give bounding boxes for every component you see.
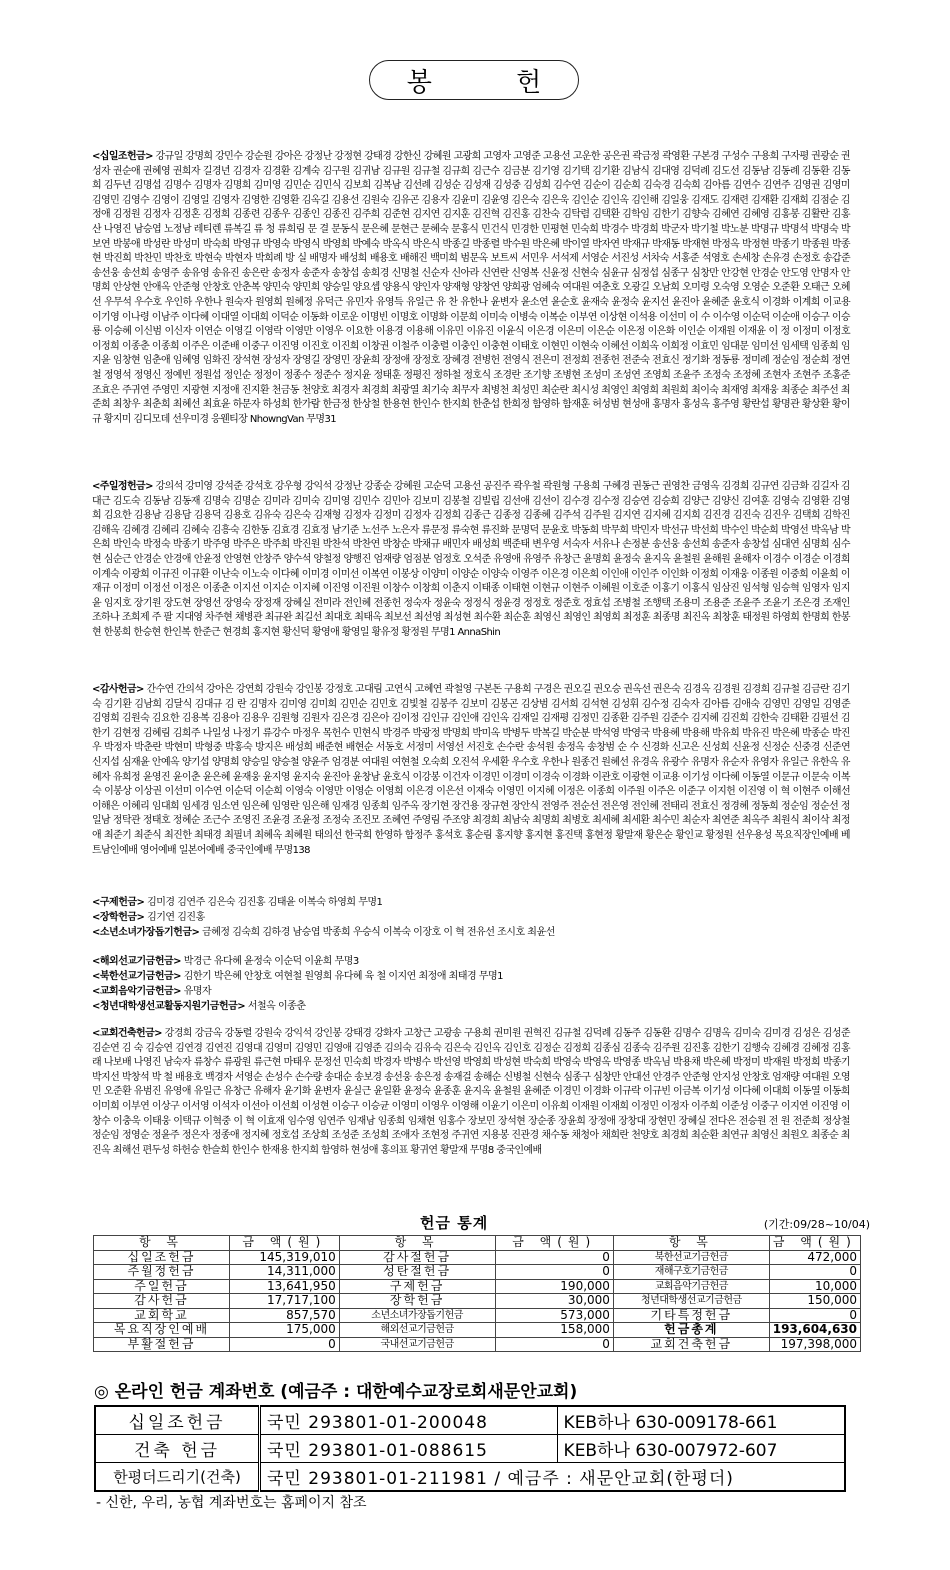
stats-amount: 13,641,950 (229, 1279, 339, 1294)
stats-amount: 158,000 (495, 1323, 613, 1338)
stats-item: 구제헌금 (339, 1279, 495, 1294)
accounts-title: ◎ 온라인 헌금 계좌번호 (예금주 : 대한예수교장로회새문안교회) (94, 1382, 578, 1402)
offering-section-label: <교회건축헌금> (92, 1028, 162, 1039)
stats-item: 교회건축헌금 (613, 1337, 769, 1352)
offering-section (92, 683, 850, 858)
stats-row (94, 1337, 861, 1352)
offering-section-label: <교회음악기금헌금> (92, 986, 182, 997)
page-title-box (369, 60, 579, 100)
offering-section-names: 서철옥 이종춘 (247, 1001, 306, 1012)
stats-item: 교회학교 (94, 1308, 230, 1323)
account-number: KEB하나 630-009178-661 (557, 1406, 845, 1435)
offering-section (92, 985, 850, 999)
stats-item: 주월정헌금 (94, 1265, 230, 1280)
offering-section-label: <소년소녀가장돕기헌금> (92, 927, 200, 938)
offering-section-label: <구제헌금> (92, 897, 145, 908)
stats-item: 부활절헌금 (94, 1337, 230, 1352)
stats-item: 주일헌금 (94, 1279, 230, 1294)
stats-amount: 10,000 (769, 1279, 860, 1294)
stats-amount: 0 (495, 1250, 613, 1265)
stats-amount: 0 (495, 1265, 613, 1280)
stats-amount: 0 (229, 1337, 339, 1352)
stats-header: 항 목 (339, 1236, 495, 1251)
stats-amount: 472,000 (769, 1250, 860, 1265)
stats-period: (기간:09/28~10/04) (763, 1218, 870, 1231)
stats-header: 항 목 (613, 1236, 769, 1251)
offering-section (92, 911, 850, 925)
offering-section-label: <청년대학생선교활동지원기금헌금> (92, 1001, 246, 1012)
stats-amount: 150,000 (769, 1294, 860, 1309)
stats-amount: 0 (769, 1308, 860, 1323)
stats-row (94, 1294, 861, 1309)
stats-item: 감사헌금 (94, 1294, 230, 1309)
stats-item: 성탄절헌금 (339, 1265, 495, 1280)
offering-section-names: 강의석 강미영 강석준 강석호 강우형 강익석 강정난 강종순 강혜원 고순덕 고용선 공진주 곽우철 곽원형 구용희 구혜경 권동근 권영찬 금영옥 김경희 김규연 김금화 김길자 김대근 김도숙 김동남 김동재 김명숙 김명순 김미라 김미숙 김미영 김민수 김민아 김보미 김봉철 김빌립 김선애 김선이 김수경 김수정 김승연 김승희 김양근 김양신 김여훈 김영숙 김영환 김영희 김요한 김용남 김용담 김용덕 김용호 김유숙 김은숙 김재형 김정자 김정미 김정자 김정희 김종근 김종정 김종혜 김주석 김주원 김지연 김지혜 김지희 김진경 김진숙 김진우 김택희 김학진 김해옥 김혜경 김혜리 김혜숙 김흥숙 김한동 김효경 김효정 남기준 노선주 노은자 류문정 류숙현 류진화 문명덕 문윤호 박동희 박무희 박민자 박선규 박선희 박수인 박순희 박영선 박옥남 박은희 박인숙 박정숙 박종기 박주영 박주은 박주희 박진원 박찬석 박찬연 박창순 박채규 배민자 배성희 백준태 변우영 서숙자 서유나 손정분 송선웅 송선희 송준자 송창섭 심대연 심명희 심수현 심순근 안경순 안경애 안윤정 안영현 안창주 양수석 양철정 양행진 엄재량 엄점분 엄정호 오석준 유영애 유영주 유창근 윤명희 윤정숙 윤지옥 윤철원 윤해원 윤해자 이경수 이경순 이경희 이계숙 이광희 이규진 이규환 이난숙 이노숙 이다혜 이미경 이미선 이복연 이봉상 이양미 이양순 이양숙 이영주 이은경 이은희 이인애 이인주 이인화 이정희 이재웅 이종원 이중희 이윤희 이재규 이정미 이정선 이정은 이종춘 이지선 이지순 이지혜 이진영 이진원 이창수 이창희 이춘지 이태종 이태현 이현규 이현주 이혜원 이호준 이홍기 이홍식 임삼진 임석형 임승혁 임영자 임지윤 임지호 장기원 장도현 장영선 장영숙 장정재 장혜실 전미라 전인혜 전종헌 정숙자 정윤숙 정정식 정윤경 정정호 정준호 정효섭 조병철 조행택 조용미 조용준 조윤주 조윤기 조은경 조재인 조하나 조희제 주 팔 지대영 차주현 채병관 최규완 최길선 최대호 최태옥 최보선 최선영 최성현 최수환 최순훈 최영신 최영인 최영희 최정훈 최종명 최진옥 최창훈 태정원 하영희 한명희 한봉현 한봉희 한승현 한인복 한준근 현경희 홍지현 황신덕 황영애 황영일 황유정 황정원 무명1 AnnaShin (92, 481, 850, 638)
stats-item: 십일조헌금 (94, 1250, 230, 1265)
stats-row (94, 1308, 861, 1323)
stats-item: 헌금총계 (613, 1323, 769, 1338)
stats-amount: 197,398,000 (769, 1337, 860, 1352)
stats-row (94, 1250, 861, 1265)
stats-amount: 175,000 (229, 1323, 339, 1338)
stats-item: 목요직장인예배 (94, 1323, 230, 1338)
stats-table (93, 1235, 861, 1352)
offering-section-names: 강경희 강금옥 강동렬 강원숙 강익석 강인봉 강태경 강화자 고창근 고광송 구용희 권미원 권혁진 김규철 김덕례 김동주 김동환 김명수 김명옥 김미숙 김미경 김성은 김성준 김순연 김 숙 김승연 김연경 김연진 김영대 김영미 김영민 김영애 김영준 김의숙 김유숙 김은숙 김인옥 김인호 김정순 김정희 김종심 김종숙 김주원 김진홍 김한기 김행숙 김혜경 김혜정 김홍래 나보배 나영진 남숙자 류창수 류광원 류근현 마태우 문정선 민숙희 박경자 박병수 박선영 박영희 박성현 박숙희 박영숙 박영옥 박영종 박옥님 박용채 박은혜 박정미 박재원 박정희 박종기 박지선 박창석 박 철 배용호 백경자 서영순 손성수 손수량 송대순 송보경 송선웅 송은정 송재걸 송해순 신병철 신현숙 심종구 심창만 안대선 안경주 안준형 안지성 안창호 엄재량 여대원 오영민 오준환 유범진 유영애 유일근 유창근 유해자 윤기화 윤변자 윤실근 윤일환 윤정숙 윤종훈 윤지옥 윤철원 윤혜준 이경민 이경화 이규락 이규빈 이금복 이기성 이다혜 이대희 이동열 이동희 이미희 이부연 이상구 이서영 이석자 이선아 이선희 이성현 이승구 이승균 이영미 이영우 이영해 이윤기 이은미 이유희 이재원 이재희 이정민 이정자 이주희 이준성 이중구 이지연 이진영 이창수 이충욱 이태웅 이택규 이혁중 이 혁 이효재 임수영 임연주 임재남 임종희 임채현 임홍수 장보민 장석현 장순종 장윤희 장정애 장창대 장현민 장혜실 전다은 전승원 전 원 전준희 정상철 정순임 정영순 정윤주 정은자 정종애 정지혜 정호섭 조상희 조성준 조성희 조애자 조현정 주귀연 지용봉 진관경 채수동 채청아 채희란 천양호 최경희 최순환 최연규 최영신 최원오 최종순 최진옥 최해선 편두성 하헌승 한슬희 한인수 한재용 한지희 함영하 현성애 홍의표 황귀연 황말재 무명8 중국인예배 (92, 1028, 850, 1156)
stats-item: 청년대학생선교기금헌금 (613, 1294, 769, 1309)
stats-item: 소년소녀가장돕기헌금 (339, 1308, 495, 1323)
accounts-note: - 신한, 우리, 농협 계좌번호는 홈페이지 참조 (96, 1495, 367, 1511)
stats-amount: 145,319,010 (229, 1250, 339, 1265)
stats-item: 국내선교기금헌금 (339, 1337, 495, 1352)
stats-amount: 0 (495, 1337, 613, 1352)
offering-section-names: 금혜정 김숙희 김하경 남승엽 박종희 우승식 이복숙 이장호 이 혁 전유선 조시호 최윤선 (202, 927, 555, 938)
account-number: 국민 293801-01-211981 / 예금주 : 새문안교회(한평더) (260, 1463, 846, 1492)
stats-amount: 193,604,630 (769, 1323, 860, 1338)
offering-section (92, 1000, 850, 1014)
stats-item: 해외선교기금헌금 (339, 1323, 495, 1338)
offering-section (92, 480, 850, 641)
stats-item: 북한선교기금헌금 (613, 1250, 769, 1265)
offering-section-names: 간수연 간의석 강아은 강연희 강원숙 강인봉 강정호 고대림 고연식 고혜연 곽철영 구본돈 구용희 구경은 권오길 권오승 권옥선 권은숙 김경옥 김경원 김경희 김규철 김금란 김기숙 김기환 김남희 김달식 김대규 김 란 김명자 김미영 김미희 김민순 김민호 김빛철 김봉주 김보미 김봉곤 김상범 김서희 김석현 김성휘 김수정 김숙자 김아름 김애숙 김영민 김영일 김영준 김영희 김원숙 김요한 김용복 김용아 김용우 김원형 김원자 김은경 김은아 김이정 김인규 김인애 김인옥 김재일 김재평 김정민 김종환 김주원 김준수 김지혜 김진희 김한숙 김태환 김필선 김한기 김현정 김혜림 김희주 나일성 나정기 류강수 마정우 목헌수 민현식 박경주 박광정 박명희 박미옥 박병두 박복길 박순분 박석영 박영국 박용혜 박용해 박유희 박유진 박은혜 박종순 박진우 박정자 박춘란 박현미 박형중 박홍숙 방지은 배성희 배준현 배현순 서동호 서정미 서영선 서진호 손수란 송석원 송정옥 송창범 순 수 신경화 신고은 신성희 신윤정 신정순 신중경 신준연 신지섭 심재윤 안예옥 양기섭 양명희 양승일 양승철 양윤주 엄경분 여대원 여현철 오숙희 오진석 우세환 우수호 우한나 원종건 원혜선 유경옥 유광수 유명자 유순자 유영자 유일근 유한옥 유혜자 유희정 윤영진 윤이춘 윤은혜 윤재웅 윤지영 윤지숙 윤진아 윤창남 윤호식 이강봉 이건자 이경민 이경미 이경숙 이경화 이관호 이광현 이교용 이기성 이다혜 이동열 이문규 이문숙 이복숙 이봉상 이상권 이선미 이수연 이순덕 이순희 이영숙 이영만 이영순 이영희 이은경 이은선 이재숙 이영민 이지혜 이정은 이종희 이주원 이주은 이준구 이지헌 이진영 이 혁 이현주 이해선 이해은 이혜리 임대희 임세경 임소연 임은혜 임영란 임은해 임재경 임종희 임주옥 장기현 장건용 장규현 장안식 전영주 전순선 전은영 전인혜 전태리 전효신 정경혜 정동희 정순임 정순선 정일남 정탁관 정태호 정혜순 조근수 조영진 조윤경 조윤정 조정숙 조진모 조혜연 주영림 주조양 최경희 최남숙 최명희 최병호 최세혜 최세환 최수민 최순자 최연준 최옥주 최원식 최이삭 최정애 최준기 최준식 최진한 최태경 최필녀 최혜옥 최혜원 태의선 한국희 한영하 함정주 홍석호 홍순림 홍지향 홍지현 홍진택 홍현정 황말재 황은순 황인교 황정원 선우용성 목요직장인예배 베트남인예배 영어예배 일본어예배 중국인예배 무명138 (92, 684, 850, 856)
offering-section-names: 강규일 강명희 강민수 강순원 강아은 강정난 강정현 강태경 강한신 강혜원 고광희 고영자 고영준 고용선 고운한 공은권 곽금정 곽영환 구본경 구성수 구용희 구자평 권광순 권성자 권순애 권혜영 권희자 길경년 김경자 김경환 김계숙 김구원 김귀남 김규원 김규철 김규희 김근수 김금분 김기영 김기택 김기환 김남식 김대영 김덕례 김도선 김동남 김동례 김동환 김동희 김두년 김명섭 김명수 김명자 김명희 김미영 김민순 김민식 김보희 김복남 김선례 김성순 김성재 김성중 김성희 김수연 김순이 김순희 김숙경 김숙희 김아름 김연수 김연주 김영권 김영미 김영민 김영수 김영이 김영일 김영자 김영한 김영환 김옥길 김용선 김원숙 김유곤 김용자 김윤미 김윤영 김은숙 김은욱 김인순 김인옥 김인해 김일웅 김재도 김재련 김재환 김재희 김점순 김정애 김정원 김정자 김정혼 김정희 김종련 김종우 김종인 김종진 김주희 김준현 김지연 김지훈 김진혁 김진홍 김찬숙 김탁렴 김택환 김학임 김한기 김향숙 김혜연 김혜영 김홍봉 김활란 김홍산 나영진 남승엽 노정남 레티렌 류복길 류 청 류희림 문 결 문동식 문은혜 문현근 문혜숙 문홍식 민건식 민경한 민평현 민숙희 박경수 박경희 박군자 박기철 박노분 박명규 박명석 박명숙 박보연 박봉애 박성란 박성미 박숙희 박영규 박영숙 박영식 박영희 박예숙 박옥식 박은식 박종길 박종렬 박수원 박은혜 박이열 박자연 박재규 박재동 박재현 박정옥 박정현 박종기 박종원 박종현 박진희 박찬민 박찬호 박현숙 박현자 박희례 방 실 배명자 배성희 배용호 배해진 백미희 범문옥 보트씨 서민우 서석제 서영순 서진성 서차숙 서홍준 석영호 손세창 손유경 손정호 송갑준 송선웅 송선희 송영주 송유영 송유진 송은란 송정자 송준자 송창섭 송희경 신명철 신순자 신아라 신연란 신영복 신윤정 신현숙 심윤규 심정섭 심종구 심창만 안강현 안경순 안도영 안명자 안명희 안상현 안애옥 안준형 안창호 안춘복 양민숙 양민희 양승일 양요셉 양용식 양인자 양재형 양창연 양희광 엄혜숙 여대원 여춘호 오광길 오남희 오미령 오숙영 오영순 오준환 오태근 오혜선 우무석 우수호 우인하 우한나 원숙자 원영희 원혜정 유덕근 유민자 유영득 유일근 유 찬 유한나 윤변자 윤소연 윤순호 윤재숙 윤정숙 윤지선 윤진아 윤혜준 윤호식 이경화 이계희 이교용 이기영 이나령 이남주 이다혜 이대열 이대희 이덕순 이동화 이로운 이명빈 이명호 이명화 이문희 이미숙 이병숙 이복순 이부연 이상현 이석용 이선미 이 수 이수영 이순덕 이순애 이승구 이승룡 이승혜 이신범 이신자 이연순 이영길 이영락 이영만 이영우 이요한 이용경 이용해 이유민 이유진 이윤식 이은경 이은미 이은순 이은정 이은화 이인순 이재원 이재윤 이 정 이정미 이정호 이정희 이종춘 이종희 이주은 이준배 이중구 이진영 이진호 이진희 이창권 이철주 이충렬 이충인 이충현 이태호 이현민 이현숙 이혜선 이희옥 이희정 이효민 임대문 임미선 임세택 임종희 임지윤 임창현 임춘애 임혜영 임화진 장석현 장성자 장영길 장영민 장윤희 장정애 장정호 장혜경 전병헌 전영식 전은미 전정희 전종헌 전준숙 전효신 정기화 정동룡 정미례 정순임 정순희 정연철 정영석 정영신 정예빈 정원섭 정인순 정정이 정종수 정준수 정지윤 정태훈 정평진 정하철 정호식 조경란 조기향 조병현 조성미 조성연 조영희 조윤주 조정숙 조정혜 조현자 조현주 조홍준 조효은 주귀연 주영민 지광현 지정애 진지환 천금동 천양호 최경자 최경희 최광열 최기숙 최무자 최병천 최성민 최순란 최시성 최영인 최영희 최원희 최이숙 최재영 최재웅 최종순 최주선 최준희 최창우 최춘희 최혜선 최효윤 하문자 하성희 한가람 한금정 한상철 한용현 한인수 한지희 한춘섭 한희정 함영하 함재훈 허성범 현성애 홍명자 홍성옥 홍주영 황란섭 황명관 황상환 황이규 황지미 김디모데 선우미경 응웬티장 NhowngVan 무명31 (92, 151, 850, 425)
account-row (95, 1406, 845, 1435)
account-row (95, 1463, 845, 1492)
stats-item: 장학헌금 (339, 1294, 495, 1309)
offering-section (92, 896, 850, 910)
offering-section (92, 1027, 850, 1158)
stats-item: 재해구호기금헌금 (613, 1265, 769, 1280)
account-name: 십일조헌금 (95, 1406, 260, 1435)
stats-header: 금 액(원) (229, 1236, 339, 1251)
offering-section-label: <십일조헌금> (92, 151, 153, 162)
account-name: 한평더드리기(건축) (95, 1463, 260, 1492)
stats-header: 항 목 (94, 1236, 230, 1251)
offering-section (92, 926, 850, 940)
stats-amount: 573,000 (495, 1308, 613, 1323)
stats-row (94, 1323, 861, 1338)
stats-amount: 190,000 (495, 1279, 613, 1294)
offering-section-label: <장학헌금> (92, 912, 145, 923)
stats-header-row (94, 1236, 861, 1251)
stats-amount: 857,570 (229, 1308, 339, 1323)
stats-title: 헌금 통계 (420, 1214, 489, 1232)
account-number: 국민 293801-01-200048 (260, 1406, 558, 1435)
stats-header: 금 액(원) (495, 1236, 613, 1251)
accounts-table (94, 1405, 846, 1492)
stats-row (94, 1265, 861, 1280)
offering-section-names: 김한기 박은혜 안창호 여현철 원영희 유다혜 육 철 이지연 최정애 최태경 무명1 (183, 971, 504, 982)
stats-item: 교회음악기금헌금 (613, 1279, 769, 1294)
stats-amount: 14,311,000 (229, 1265, 339, 1280)
offering-section-names: 박경근 유다혜 윤정숙 이순덕 이윤희 무명3 (183, 956, 359, 967)
page-title: 봉 헌 (406, 67, 580, 98)
offering-section-label: <주일정헌금> (92, 481, 153, 492)
offering-section (92, 970, 850, 984)
stats-amount: 0 (769, 1265, 860, 1280)
account-row (95, 1435, 845, 1463)
account-name: 건축 헌금 (95, 1435, 260, 1463)
account-number: KEB하나 630-007972-607 (557, 1435, 845, 1463)
offering-section-label: <감사헌금> (92, 684, 144, 695)
stats-amount: 17,717,100 (229, 1294, 339, 1309)
stats-item: 감사절헌금 (339, 1250, 495, 1265)
account-number: 국민 293801-01-088615 (260, 1435, 558, 1463)
offering-section-names: 김미경 김연주 김은숙 김진홍 김태윤 이복숙 하영희 무명1 (147, 897, 383, 908)
offering-section-label: <북한선교기금헌금> (92, 971, 182, 982)
offering-section-names: 김기연 김진홍 (147, 912, 205, 923)
offering-section-label: <해외선교기금헌금> (92, 956, 182, 967)
offering-section (92, 150, 850, 427)
stats-header: 금 액(원) (769, 1236, 860, 1251)
stats-row (94, 1279, 861, 1294)
offering-section-names: 유명자 (183, 986, 212, 997)
offering-section (92, 955, 850, 969)
stats-amount: 30,000 (495, 1294, 613, 1309)
stats-item: 기타특정헌금 (613, 1308, 769, 1323)
